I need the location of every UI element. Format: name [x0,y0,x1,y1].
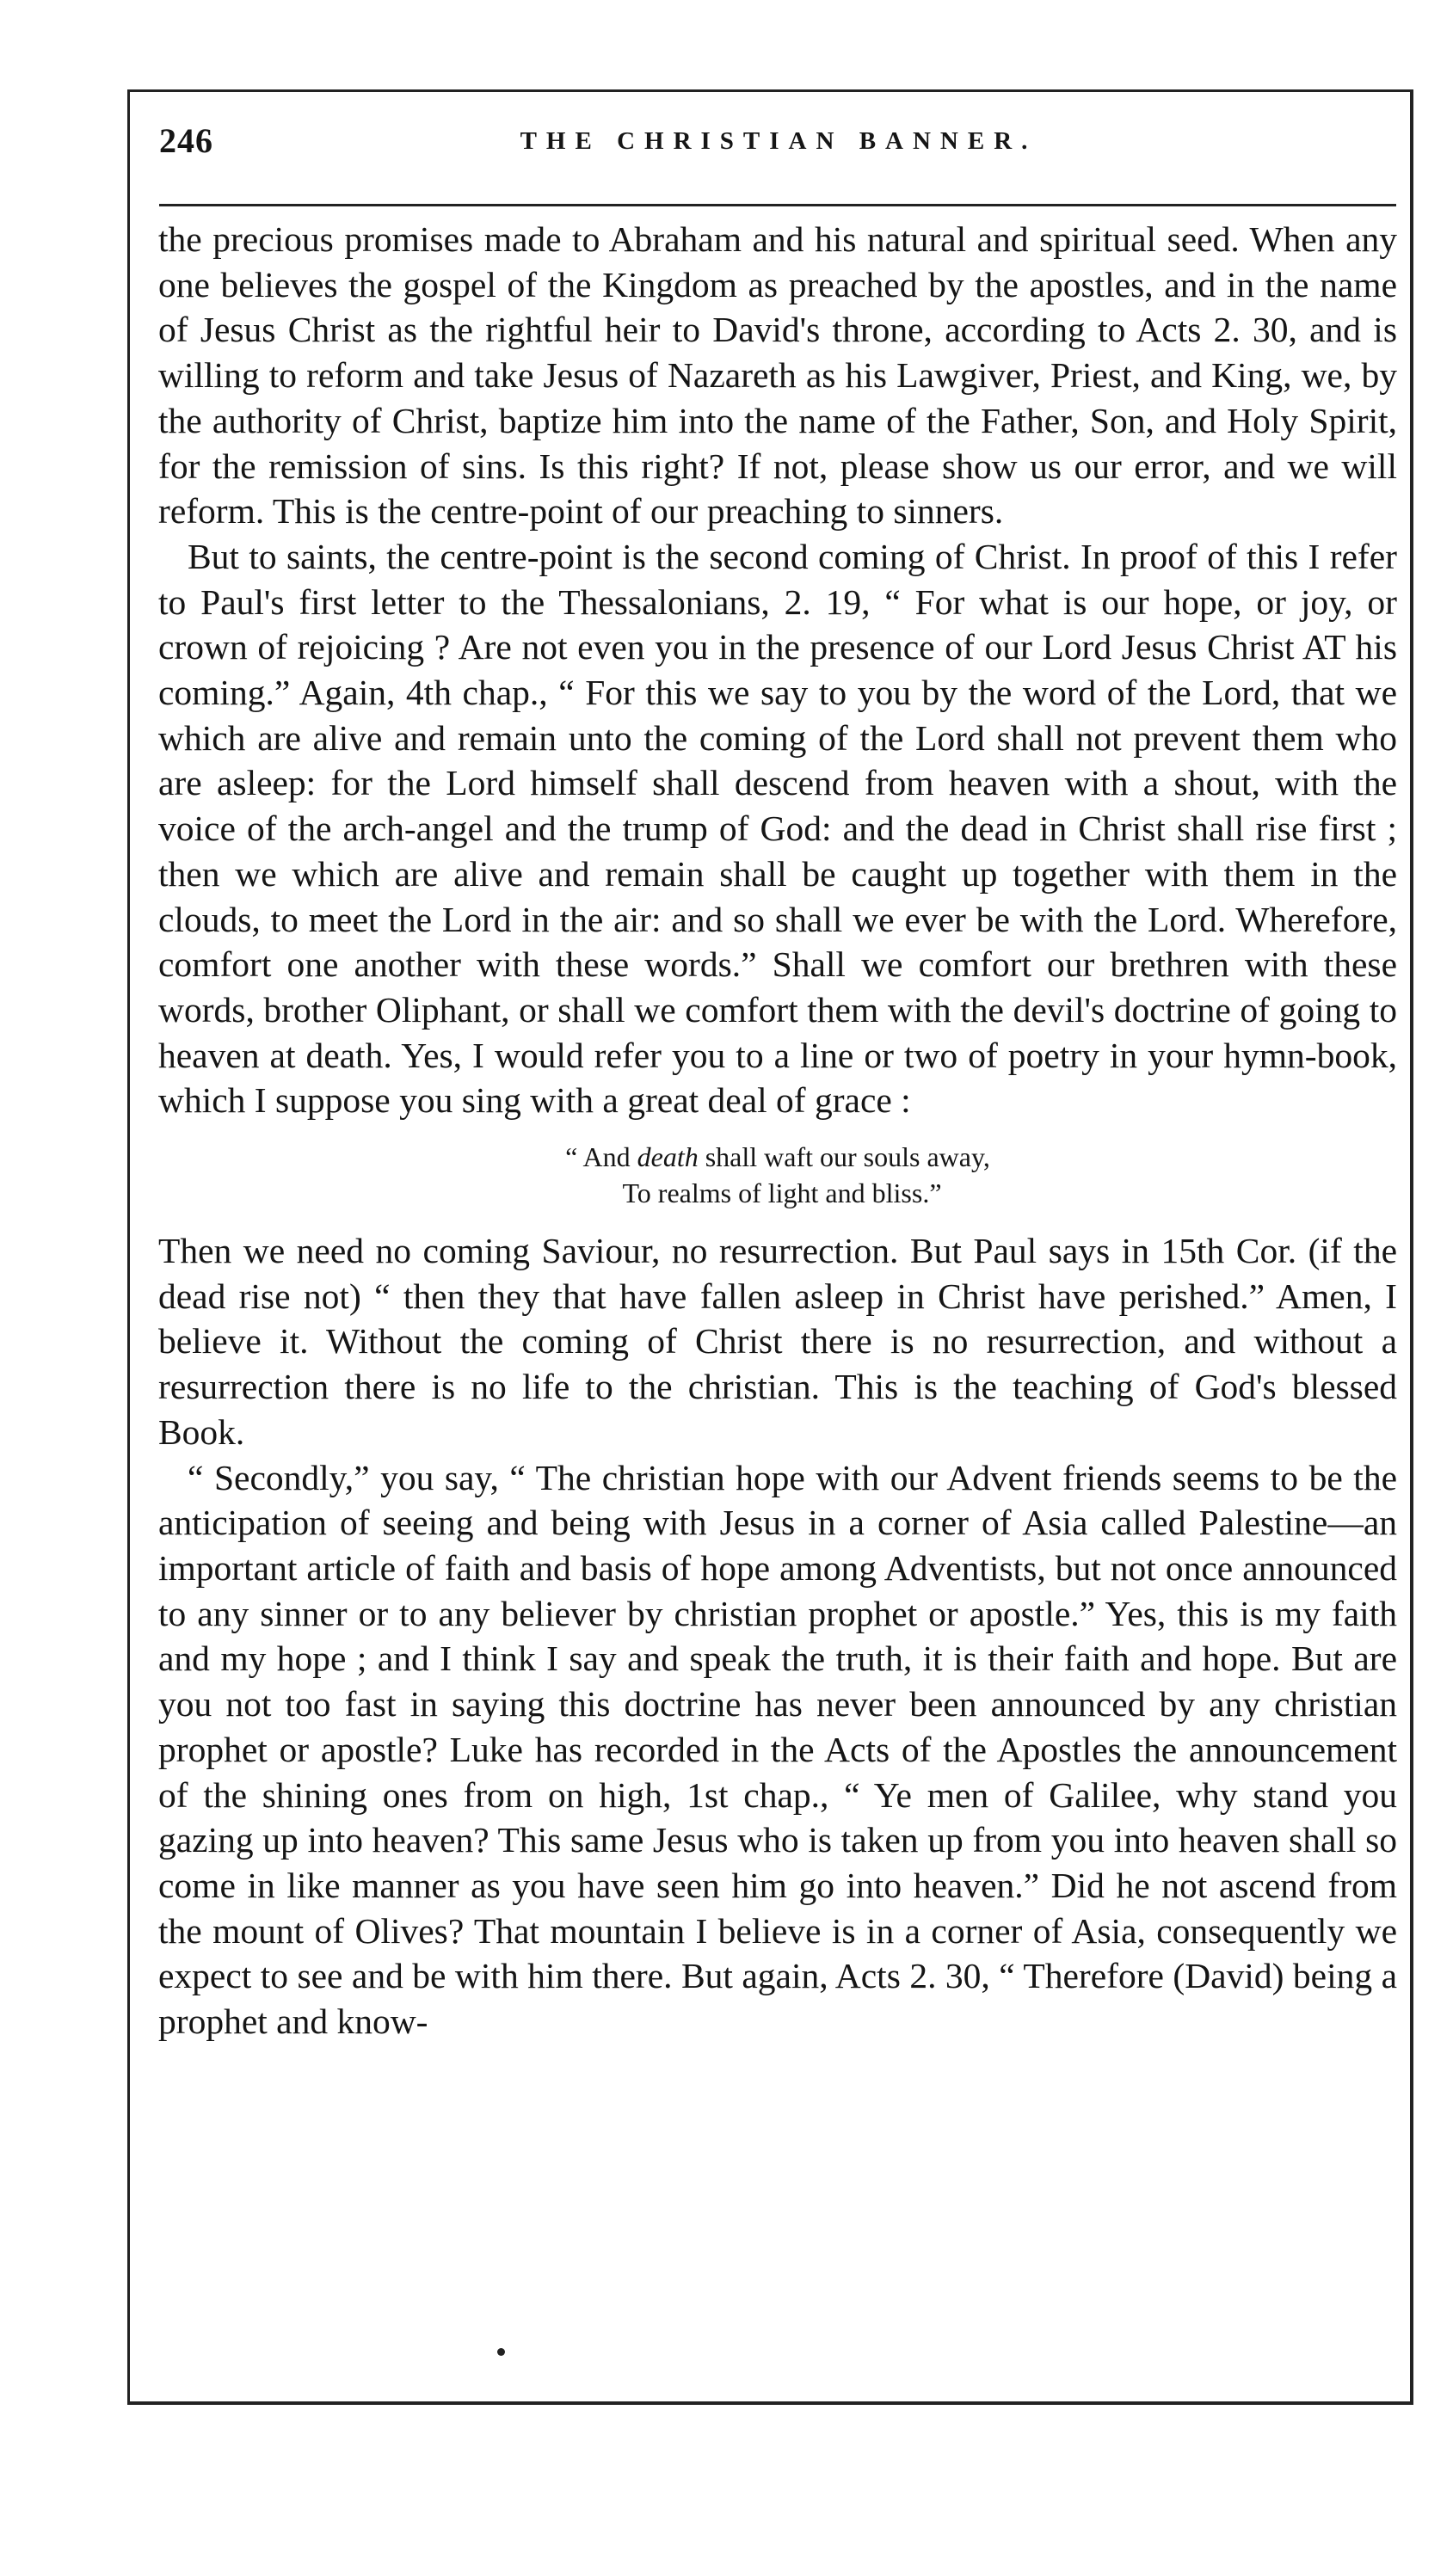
header-rule [159,204,1396,206]
quote-italic-word: death [637,1141,699,1173]
quote-line-1-end: shall waft our souls away, [698,1141,990,1173]
printer-mark [497,2348,505,2356]
page-header [159,120,1398,181]
page-number: 246 [159,121,213,160]
paragraph-4: “ Secondly,” you say, “ The christian hope with our Advent friends seems to be the anticipation of seeing and being with Jesus in a corner of Asia called Palestine—an important article of faith and basis of hope among Adventists, but not once announced to any sinner or to any believer by christian prophet or apostle.” Yes, this is my faith and my hope ; and I think I say and speak the truth, it is their faith and hope. But are you not too fast in saying this doctrine has never been announced by any christian prophet or apostle? Luke has recorded in the Acts of the Apostles the announcement of the shining ones from on high, 1st chap., “ Ye men of Galilee, why stand you gazing up into heaven? This same Jesus who is taken up from you into heaven shall so come in like manner as you have seen him go into heaven.” Did he not ascend from the mount of Olives? That mountain I believe is in a corner of Asia, consequently we expect to see and be with him there. But again, Acts 2. 30, “ Therefore (David) being a prophet and know- [158,1457,1397,2042]
paragraph-1: the precious promises made to Abraham and his natural and spiritual seed. When any one believes the gospel of the Kingdom as preached by the apostles, and in the name of Jesus Christ as the rightful heir to David's throne, according to Acts 2. 30, and is willing to reform and take Jesus of Nazareth as his Lawgiver, Priest, and King, we, by the authority of Christ, baptize him into the name of the Father, Son, and Holy Spirit, for the remission of sins. Is this right? If not, please show us our error, and we will reform. This is the centre-point of our preaching to sinners. [158,219,1397,532]
poetry-quote [158,1139,1397,1211]
quote-line-2: To realms of light and bliss.” [622,1177,942,1209]
running-title: THE CHRISTIAN BANNER. [520,127,1037,155]
quote-line-1-start: “ And [565,1141,637,1173]
quote-line-1 [158,1139,1397,1175]
article-body [158,217,1397,2044]
paragraph-3: Then we need no coming Saviour, no resurrection. But Paul says in 15th Cor. (if the dead rise not) “ then they that have fallen asleep in Christ have perished.” Amen, I believe it. Without the coming of Christ there is no resurrection, and without a resurrection there is no life to the christian. This is the teaching of God's blessed Book. [158,1231,1397,1452]
paragraph-2: But to saints, the centre-point is the second coming of Christ. In proof of this I refer to Paul's first letter to the Thessalonians, 2. 19, “ For what is our hope, or joy, or crown of rejoicing ? Are not even you in the presence of our Lord Jesus Christ AT his coming.” Again, 4th chap., “ For this we say to you by the word of the Lord, that we which are alive and remain unto the coming of the Lord shall not prevent them who are asleep: for the Lord himself shall descend from heaven with a shout, with the voice of the arch-angel and the trump of God: and the dead in Christ shall rise first ; then we which are alive and remain shall be caught up together with them in the clouds, to meet the Lord in the air: and so shall we ever be with the Lord. Wherefore, comfort one another with these words.” Shall we comfort our brethren with these words, brother Oliphant, or shall we comfort them with the devil's doctrine of going to heaven at death. Yes, I would refer you to a line or two of poetry in your hymn-book, which I suppose you sing with a great deal of grace : [158,536,1397,1121]
